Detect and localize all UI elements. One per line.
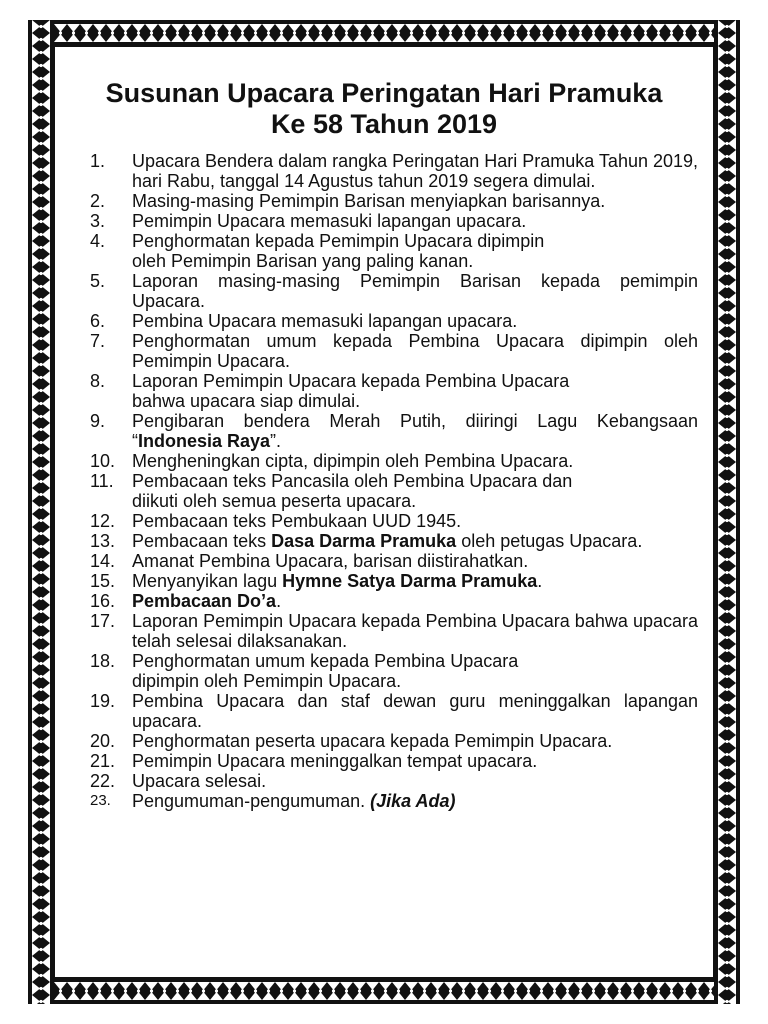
list-item xyxy=(90,791,698,811)
item-text xyxy=(132,551,698,571)
item-number: 16. xyxy=(90,591,116,611)
item-number: 23. xyxy=(90,792,111,809)
list-item xyxy=(90,751,698,771)
agenda-list xyxy=(90,151,698,811)
item-text xyxy=(132,511,698,531)
item-number: 13. xyxy=(90,531,116,551)
item-text-segment: Penghormatan peserta upacara kepada Pemimpin Upacara. xyxy=(132,731,613,751)
page-title xyxy=(54,78,714,140)
item-number: 6. xyxy=(90,311,106,331)
item-text xyxy=(132,451,698,471)
item-text-segment: Penghormatan kepada Pemimpin Upacara dipimpin xyxy=(132,231,545,251)
list-item xyxy=(90,271,698,311)
item-text-segment: . xyxy=(276,591,282,611)
item-text-emphasis: (Jika Ada) xyxy=(370,791,456,811)
item-number: 22. xyxy=(90,771,116,791)
list-item xyxy=(90,471,698,511)
item-text-segment: Pembina Upacara dan staf dewan guru meninggalkan lapangan upacara. xyxy=(132,691,698,731)
item-text xyxy=(132,771,698,791)
item-text-segment: Pengumuman-pengumuman. xyxy=(132,791,371,811)
list-item xyxy=(90,331,698,371)
item-text xyxy=(132,791,698,811)
item-text-segment: “ xyxy=(132,431,138,451)
list-item xyxy=(90,771,698,791)
list-item xyxy=(90,311,698,331)
list-item xyxy=(90,591,698,611)
item-number: 17. xyxy=(90,611,116,631)
item-number: 21. xyxy=(90,751,116,771)
item-text-segment: . xyxy=(537,571,543,591)
item-text-segment: Pembacaan teks Pancasila oleh Pembina Upacara dan xyxy=(132,471,573,491)
item-text-emphasis: Indonesia Raya xyxy=(138,431,271,451)
ornamental-border-top xyxy=(28,20,740,46)
item-number: 9. xyxy=(90,411,106,431)
ornamental-border-left xyxy=(28,20,54,1004)
item-number: 3. xyxy=(90,211,106,231)
item-text xyxy=(132,591,698,611)
item-text-emphasis: Dasa Darma Pramuka xyxy=(271,531,457,551)
item-number: 12. xyxy=(90,511,116,531)
ornamental-border-bottom xyxy=(28,978,740,1004)
item-number: 10. xyxy=(90,451,116,471)
item-text xyxy=(132,211,698,231)
item-text-segment: Upacara Bendera dalam rangka Peringatan Hari Pramuka Tahun 2019, hari Rabu, tanggal 14 Agustus tahun 2019 segera dimulai. xyxy=(132,151,699,191)
item-number: 11. xyxy=(90,471,114,491)
item-number: 14. xyxy=(90,551,116,571)
list-item xyxy=(90,551,698,571)
item-text xyxy=(132,411,698,451)
item-number: 15. xyxy=(90,571,116,591)
item-text xyxy=(132,151,698,191)
list-item xyxy=(90,651,698,691)
title-line-1: Susunan Upacara Peringatan Hari Pramuka xyxy=(105,78,663,108)
item-text-segment: Upacara selesai. xyxy=(132,771,267,791)
item-number: 1. xyxy=(90,151,106,171)
item-text xyxy=(132,731,698,751)
list-item xyxy=(90,211,698,231)
item-text-segment: oleh Pemimpin Barisan yang paling kanan. xyxy=(132,251,474,271)
list-item xyxy=(90,191,698,211)
list-item xyxy=(90,611,698,651)
item-text-segment: bahwa upacara siap dimulai. xyxy=(132,391,361,411)
item-text-segment: oleh petugas Upacara. xyxy=(456,531,643,551)
item-text-emphasis: Hymne Satya Darma Pramuka xyxy=(282,571,538,591)
item-text xyxy=(132,531,698,551)
item-text-segment: Pembina Upacara memasuki lapangan upacara. xyxy=(132,311,518,331)
item-text-segment: Pembacaan teks xyxy=(132,531,272,551)
item-text-segment: Pembacaan teks Pembukaan UUD 1945. xyxy=(132,511,462,531)
list-item xyxy=(90,731,698,751)
item-number: 18. xyxy=(90,651,116,671)
item-number: 19. xyxy=(90,691,116,711)
list-item xyxy=(90,371,698,411)
item-text-segment: Penghormatan umum kepada Pembina Upacara xyxy=(132,651,519,671)
item-number: 5. xyxy=(90,271,106,291)
list-item xyxy=(90,691,698,731)
item-text xyxy=(132,751,698,771)
item-text-segment: Penghormatan umum kepada Pembina Upacara dipimpin oleh Pemimpin Upacara. xyxy=(132,331,698,371)
item-text xyxy=(132,611,698,651)
ornamental-border-right xyxy=(714,20,740,1004)
list-item xyxy=(90,511,698,531)
list-item xyxy=(90,411,698,451)
item-text xyxy=(132,271,698,311)
item-number: 7. xyxy=(90,331,106,351)
item-number: 2. xyxy=(90,191,106,211)
item-text xyxy=(132,571,698,591)
item-text-segment: Laporan Pemimpin Upacara kepada Pembina Upacara xyxy=(132,371,570,391)
item-text xyxy=(132,231,698,271)
title-line-2: Ke 58 Tahun 2019 xyxy=(270,109,498,139)
list-item xyxy=(90,451,698,471)
item-text xyxy=(132,471,698,511)
list-item xyxy=(90,571,698,591)
item-text-segment: Amanat Pembina Upacara, barisan diistirahatkan. xyxy=(132,551,529,571)
list-item xyxy=(90,231,698,271)
item-text xyxy=(132,191,698,211)
list-item xyxy=(90,531,698,551)
item-text-segment: Menyanyikan lagu xyxy=(132,571,283,591)
item-text-segment: Pemimpin Upacara memasuki lapangan upacara. xyxy=(132,211,527,231)
item-text xyxy=(132,371,698,411)
item-text-segment: diikuti oleh semua peserta upacara. xyxy=(132,491,417,511)
item-text-emphasis: Pembacaan Do’a xyxy=(132,591,277,611)
item-text-segment: ”. xyxy=(270,431,282,451)
item-text xyxy=(132,311,698,331)
item-text-segment: Mengheningkan cipta, dipimpin oleh Pembina Upacara. xyxy=(132,451,574,471)
item-number: 4. xyxy=(90,231,106,251)
item-text xyxy=(132,651,698,691)
item-text-segment: Laporan masing-masing Pemimpin Barisan kepada pemimpin Upacara. xyxy=(132,271,698,311)
item-text xyxy=(132,691,698,731)
item-text xyxy=(132,331,698,371)
item-text-segment: Pemimpin Upacara meninggalkan tempat upacara. xyxy=(132,751,538,771)
item-text-segment: dipimpin oleh Pemimpin Upacara. xyxy=(132,671,402,691)
item-text-segment: Masing-masing Pemimpin Barisan menyiapkan barisannya. xyxy=(132,191,606,211)
item-number: 8. xyxy=(90,371,106,391)
item-text-segment: Pengibaran bendera Merah Putih, diiringi Lagu Kebangsaan xyxy=(132,411,698,431)
item-text-segment: Laporan Pemimpin Upacara kepada Pembina Upacara bahwa upacara telah selesai dilaksanakan. xyxy=(132,611,698,651)
item-number: 20. xyxy=(90,731,116,751)
list-item xyxy=(90,151,698,191)
